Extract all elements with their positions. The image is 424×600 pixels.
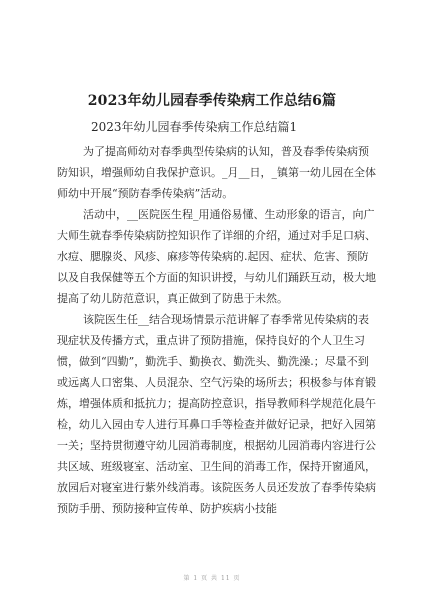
paragraph: 该院医生任__结合现场情景示范讲解了春季常见传染病的表现症状及传播方式，重点讲了预防措施，保持良好的个人卫生习惯，做到“四勤”，勤洗手、勤换衣、勤洗头、勤洗澡.；尽量不到或远离人口密集、人员混杂、空气污染的场所去；积极参与体育锻炼，增强体质和抵抗力；提高防控意识，指导教师科学规范化晨午检，幼儿入园由专人进行耳鼻口手等检查并做好记录，把好入园第一关；坚持贯彻遵守幼儿园消毒制度，根据幼儿园消毒内容进行公共区域、班级寝室、活动室、卫生间的消毒工作，保持开窗通风，放园后对寝室进行紫外线消毒。该院医务人员还发放了春季传染病预防手册、预防接种宣传单、防护疾病小技能 [57, 313, 376, 515]
document-title: 2023年幼儿园春季传染病工作总结6篇 [87, 93, 337, 109]
paragraph: 活动中，__医院医生程_用通俗易懂、生动形象的语言，向广大师生就春季传染病防控知识作了详细的介绍，通过对手足口病、水痘、腮腺炎、风疹、麻疹等传染病的.起因、症状、危害、预防以及自我保健等五个方面的知识讲授，与幼儿们踊跃互动，极大地提高了幼儿防范意识，真正做到了防患于未然。 [57, 208, 376, 305]
page-footer: 第 1 页 共 11 页 [183, 575, 241, 582]
document-body [57, 141, 377, 519]
paragraph: 为了提高师幼对春季典型传染病的认知，普及春季传染病预防知识，增强师幼自我保护意识。_月__日，_镇第一幼儿园在全体师幼中开展“预防春季传染病”活动。 [57, 145, 376, 200]
section-title: 2023年幼儿园春季传染病工作总结篇1 [91, 120, 298, 134]
